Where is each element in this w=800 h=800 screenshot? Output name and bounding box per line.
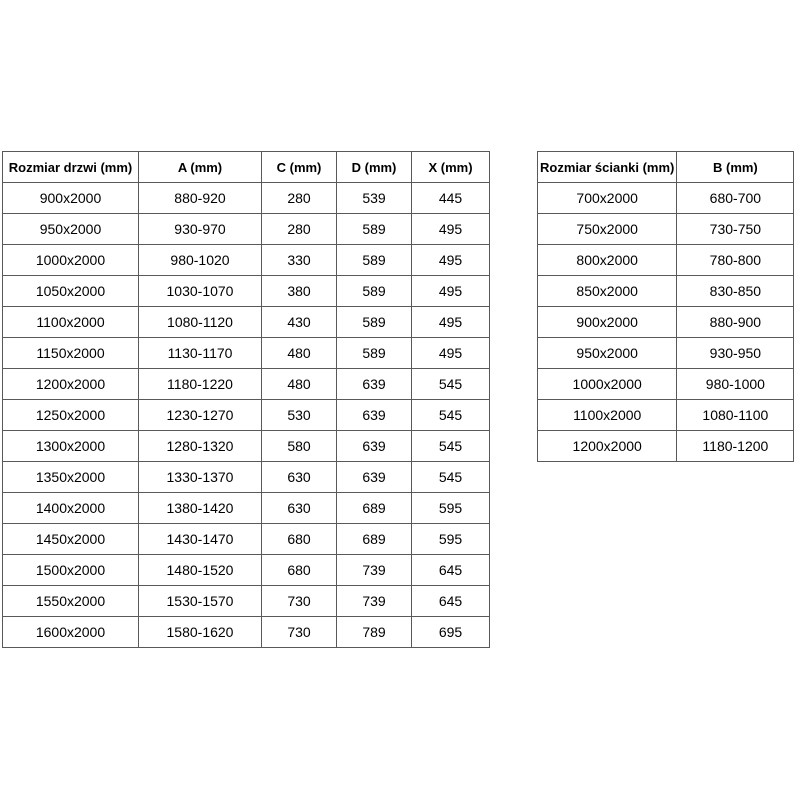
table-row — [538, 431, 794, 462]
table-cell: 1330-1370 — [139, 462, 262, 493]
table-row — [3, 586, 490, 617]
table-cell: 1000x2000 — [538, 369, 677, 400]
table-cell: 639 — [337, 369, 412, 400]
table-cell: 595 — [412, 493, 490, 524]
table-cell: 495 — [412, 214, 490, 245]
table-cell: 645 — [412, 555, 490, 586]
column-header: B (mm) — [677, 152, 794, 183]
door-size-table — [2, 151, 490, 648]
table-row — [3, 183, 490, 214]
table-row — [3, 245, 490, 276]
table-cell: 539 — [337, 183, 412, 214]
table-cell: 730-750 — [677, 214, 794, 245]
table-cell: 680 — [262, 555, 337, 586]
table-cell: 1600x2000 — [3, 617, 139, 648]
table-cell: 780-800 — [677, 245, 794, 276]
table-cell: 1380-1420 — [139, 493, 262, 524]
column-header: A (mm) — [139, 152, 262, 183]
table-cell: 1130-1170 — [139, 338, 262, 369]
table-cell: 480 — [262, 369, 337, 400]
table-row — [3, 524, 490, 555]
table-row — [3, 617, 490, 648]
table-cell: 430 — [262, 307, 337, 338]
table-cell: 1200x2000 — [3, 369, 139, 400]
table-cell: 495 — [412, 245, 490, 276]
table-row — [538, 400, 794, 431]
table-cell: 445 — [412, 183, 490, 214]
table-cell: 280 — [262, 214, 337, 245]
table-cell: 545 — [412, 462, 490, 493]
table-cell: 589 — [337, 307, 412, 338]
table-cell: 589 — [337, 276, 412, 307]
table-cell: 1200x2000 — [538, 431, 677, 462]
table-cell: 380 — [262, 276, 337, 307]
table-row — [3, 307, 490, 338]
table-row — [538, 214, 794, 245]
table-row — [538, 245, 794, 276]
table-cell: 1480-1520 — [139, 555, 262, 586]
column-header: C (mm) — [262, 152, 337, 183]
table-cell: 280 — [262, 183, 337, 214]
table-row — [3, 555, 490, 586]
door-size-table-header-row — [3, 152, 490, 183]
table-cell: 950x2000 — [3, 214, 139, 245]
wall-size-table — [537, 151, 794, 462]
table-row — [3, 276, 490, 307]
table-cell: 980-1020 — [139, 245, 262, 276]
table-cell: 589 — [337, 245, 412, 276]
table-cell: 639 — [337, 462, 412, 493]
table-row — [538, 183, 794, 214]
table-cell: 789 — [337, 617, 412, 648]
table-cell: 1180-1220 — [139, 369, 262, 400]
table-row — [3, 338, 490, 369]
table-cell: 880-920 — [139, 183, 262, 214]
table-cell: 739 — [337, 586, 412, 617]
table-cell: 495 — [412, 307, 490, 338]
table-cell: 800x2000 — [538, 245, 677, 276]
table-cell: 930-970 — [139, 214, 262, 245]
table-cell: 1150x2000 — [3, 338, 139, 369]
table-row — [3, 214, 490, 245]
table-cell: 1080-1120 — [139, 307, 262, 338]
table-cell: 589 — [337, 338, 412, 369]
table-cell: 645 — [412, 586, 490, 617]
table-cell: 1030-1070 — [139, 276, 262, 307]
table-cell: 1250x2000 — [3, 400, 139, 431]
table-cell: 739 — [337, 555, 412, 586]
table-row — [538, 276, 794, 307]
table-cell: 930-950 — [677, 338, 794, 369]
table-cell: 1100x2000 — [538, 400, 677, 431]
table-cell: 580 — [262, 431, 337, 462]
table-cell: 1430-1470 — [139, 524, 262, 555]
table-row — [3, 400, 490, 431]
table-row — [3, 462, 490, 493]
table-cell: 545 — [412, 431, 490, 462]
table-row — [538, 338, 794, 369]
table-cell: 1500x2000 — [3, 555, 139, 586]
table-cell: 1080-1100 — [677, 400, 794, 431]
table-cell: 730 — [262, 586, 337, 617]
table-cell: 495 — [412, 276, 490, 307]
column-header: Rozmiar ścianki (mm) — [538, 152, 677, 183]
table-cell: 830-850 — [677, 276, 794, 307]
table-cell: 1280-1320 — [139, 431, 262, 462]
table-cell: 630 — [262, 493, 337, 524]
table-cell: 980-1000 — [677, 369, 794, 400]
table-cell: 850x2000 — [538, 276, 677, 307]
table-cell: 1100x2000 — [3, 307, 139, 338]
table-cell: 1300x2000 — [3, 431, 139, 462]
table-cell: 630 — [262, 462, 337, 493]
table-cell: 639 — [337, 400, 412, 431]
table-cell: 680 — [262, 524, 337, 555]
table-cell: 495 — [412, 338, 490, 369]
table-cell: 330 — [262, 245, 337, 276]
table-cell: 900x2000 — [538, 307, 677, 338]
column-header: D (mm) — [337, 152, 412, 183]
table-cell: 730 — [262, 617, 337, 648]
table-cell: 589 — [337, 214, 412, 245]
table-cell: 1180-1200 — [677, 431, 794, 462]
table-cell: 680-700 — [677, 183, 794, 214]
table-cell: 1050x2000 — [3, 276, 139, 307]
table-cell: 1230-1270 — [139, 400, 262, 431]
table-cell: 1350x2000 — [3, 462, 139, 493]
column-header: Rozmiar drzwi (mm) — [3, 152, 139, 183]
table-row — [3, 493, 490, 524]
table-cell: 750x2000 — [538, 214, 677, 245]
table-cell: 689 — [337, 524, 412, 555]
table-cell: 639 — [337, 431, 412, 462]
table-row — [3, 369, 490, 400]
table-cell: 689 — [337, 493, 412, 524]
table-cell: 530 — [262, 400, 337, 431]
table-cell: 1000x2000 — [3, 245, 139, 276]
table-cell: 545 — [412, 369, 490, 400]
table-cell: 545 — [412, 400, 490, 431]
table-cell: 1450x2000 — [3, 524, 139, 555]
table-cell: 1580-1620 — [139, 617, 262, 648]
table-row — [538, 369, 794, 400]
table-cell: 1530-1570 — [139, 586, 262, 617]
table-row — [3, 431, 490, 462]
wall-size-table-header-row — [538, 152, 794, 183]
table-cell: 880-900 — [677, 307, 794, 338]
table-cell: 900x2000 — [3, 183, 139, 214]
column-header: X (mm) — [412, 152, 490, 183]
table-cell: 1400x2000 — [3, 493, 139, 524]
table-cell: 700x2000 — [538, 183, 677, 214]
table-cell: 595 — [412, 524, 490, 555]
table-cell: 695 — [412, 617, 490, 648]
table-row — [538, 307, 794, 338]
table-cell: 1550x2000 — [3, 586, 139, 617]
table-cell: 950x2000 — [538, 338, 677, 369]
table-cell: 480 — [262, 338, 337, 369]
